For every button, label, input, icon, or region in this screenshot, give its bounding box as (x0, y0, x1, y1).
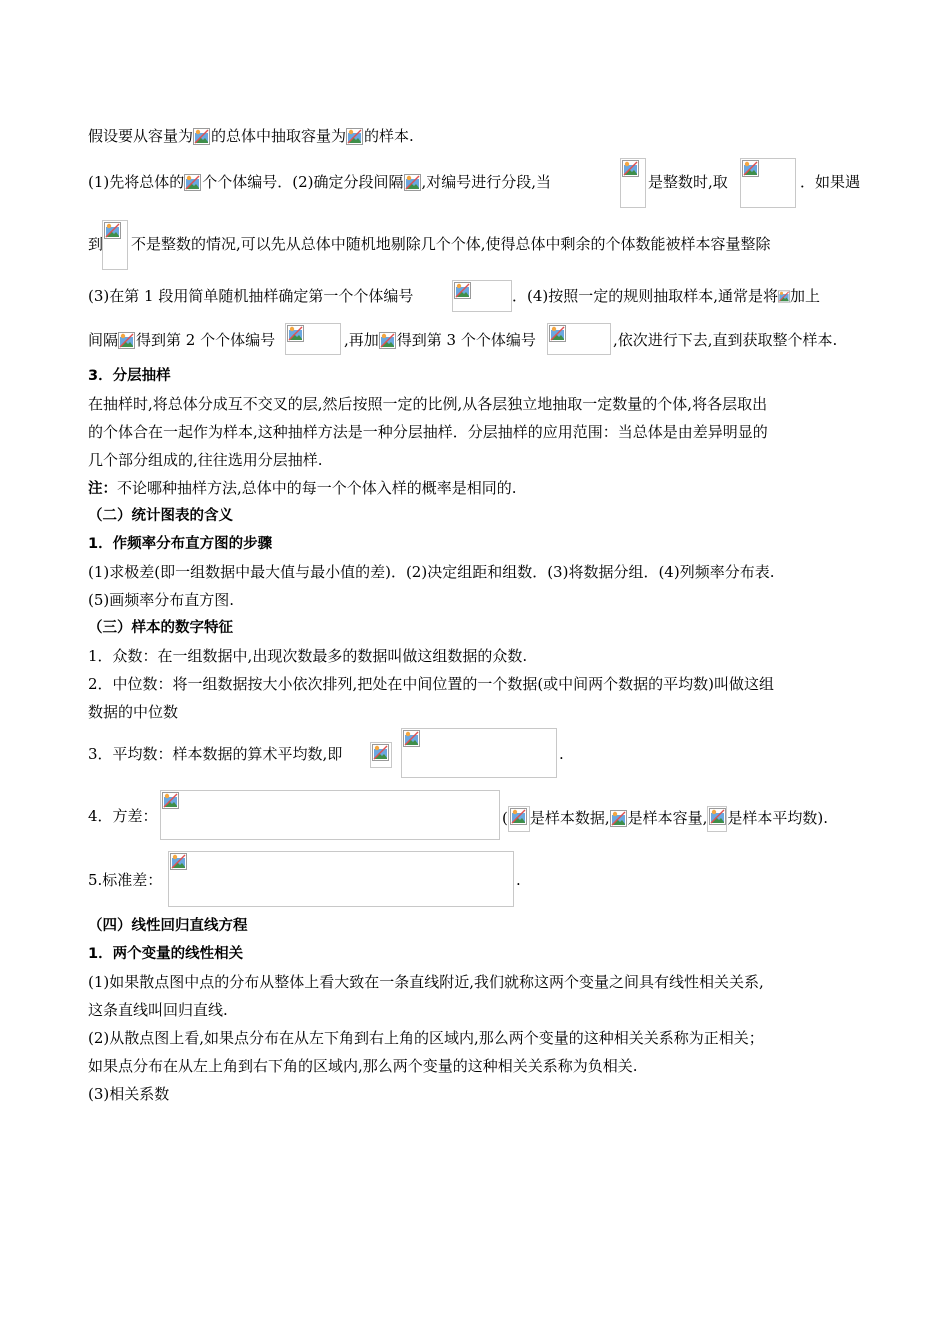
paragraph-line: 如果点分布在从左上角到右下角的区域内,那么两个变量的这种相关关系称为负相关. (88, 1057, 638, 1075)
text-line (344, 330, 536, 350)
text: ,依次进行下去,直到获取整个样本. (613, 331, 838, 349)
broken-image-icon (401, 728, 557, 778)
broken-image-icon (740, 158, 796, 208)
broken-image-icon (168, 851, 514, 907)
broken-image-icon (102, 220, 128, 270)
section-heading: （三）样本的数字特征 (88, 620, 233, 636)
paragraph-line: 2．中位数：将一组数据按大小依次排列,把处在中间位置的一个数据(或中间两个数据的平均数)叫做这组 (88, 675, 775, 693)
text: ．(4)按照一定的规则抽取样本,通常是将 (512, 287, 779, 305)
broken-image-icon (285, 323, 341, 355)
text: 的样本. (364, 127, 414, 145)
broken-image-icon (778, 288, 790, 306)
broken-image-icon (452, 280, 512, 312)
section-heading: （二）统计图表的含义 (88, 508, 233, 524)
paragraph-line: 这条直线叫回归直线. (88, 1001, 228, 1019)
note-text: 不论哪种抽样方法,总体中的每一个个体入样的概率是相同的. (117, 479, 517, 497)
text-line (88, 234, 103, 254)
paragraph-line: (5)画频率分布直方图. (88, 591, 235, 609)
text-line (613, 330, 837, 350)
broken-image-icon (184, 174, 202, 192)
text-line (88, 330, 275, 350)
text: ．如果遇 (800, 173, 861, 191)
broken-image-icon (707, 806, 727, 832)
text: 4．方差： (88, 807, 158, 825)
text: . (559, 745, 564, 763)
text: 3．平均数：样本数据的算术平均数,即 (88, 745, 343, 763)
section-heading: （四）线性回归直线方程 (88, 918, 248, 934)
broken-image-icon (193, 128, 211, 146)
text: 是样本容量, (627, 809, 708, 827)
text: (1)先将总体的 (88, 173, 185, 191)
broken-image-icon (610, 810, 628, 828)
broken-image-icon (404, 174, 422, 192)
broken-image-icon (160, 790, 500, 840)
text: 加上 (790, 287, 821, 305)
text-line (512, 286, 820, 306)
text: 不是整数的情况,可以先从总体中随机地剔除几个个体,使得总体中剩余的个体数能被样本容量整除 (131, 235, 771, 253)
subsection-heading: 1．作频率分布直方图的步骤 (88, 536, 273, 552)
text: 得到第 2 个个体编号 (136, 331, 276, 349)
text: 到 (88, 235, 104, 253)
text: 是样本数据, (529, 809, 610, 827)
text-line (800, 172, 860, 192)
text: ,对编号进行分段,当 (421, 173, 552, 191)
text-line (88, 286, 413, 306)
paragraph-line: 在抽样时,将总体分成互不交叉的层,然后按照一定的比例,从各层独立地抽取一定数量的个体,将各层取出 (88, 395, 768, 413)
paragraph-line: (1)如果散点图中点的分布从整体上看大致在一条直线附近,我们就称这两个变量之间具有线性相关关系, (88, 973, 764, 991)
paragraph-line: 几个部分组成的,往往选用分层抽样. (88, 451, 323, 469)
text-line (88, 172, 551, 192)
broken-image-icon (508, 806, 530, 832)
broken-image-icon (379, 332, 397, 350)
text-line (88, 870, 162, 890)
text: 是样本平均数). (727, 809, 829, 827)
paragraph-line: (2)从散点图上看,如果点分布在从左下角到右上角的区域内,那么两个变量的这种相关关系称为正相关； (88, 1029, 764, 1047)
text: 的总体中抽取容量为 (211, 127, 347, 145)
paragraph-line: 的个体合在一起作为样本,这种抽样方法是一种分层抽样．分层抽样的应用范围：当总体是由差异明显的 (88, 423, 768, 441)
text-line (88, 806, 158, 826)
text: ,再加 (344, 331, 379, 349)
text-line (88, 744, 342, 764)
broken-image-icon (547, 323, 611, 355)
text-line (559, 744, 564, 764)
section-heading: 3．分层抽样 (88, 368, 171, 384)
paragraph-line: (3)相关系数 (88, 1085, 170, 1103)
note (88, 478, 517, 499)
paragraph-line: 1．众数：在一组数据中,出现次数最多的数据叫做这组数据的众数. (88, 647, 528, 665)
text: 个个体编号．(2)确定分段间隔 (202, 173, 404, 191)
text-line (88, 126, 414, 146)
text: 间隔 (88, 331, 119, 349)
text: 假设要从容量为 (88, 127, 194, 145)
broken-image-icon (346, 128, 364, 146)
text: (3)在第 1 段用简单随机抽样确定第一个个体编号 (88, 287, 414, 305)
text: ( (502, 809, 508, 827)
broken-image-icon (620, 158, 646, 208)
text-line (516, 870, 521, 890)
text-line (131, 234, 771, 254)
text-line (648, 172, 728, 192)
subsection-heading: 1．两个变量的线性相关 (88, 946, 244, 962)
paragraph-line: (1)求极差(即一组数据中最大值与最小值的差)．(2)决定组距和组数．(3)将数据分组．(4)列频率分布表. (88, 563, 775, 581)
text: 5.标准差： (88, 871, 163, 889)
paragraph-line: 数据的中位数 (88, 703, 179, 721)
note-label: 注： (88, 481, 117, 497)
text-line (502, 806, 828, 832)
broken-image-icon (118, 332, 136, 350)
text: . (516, 871, 521, 889)
text: 得到第 3 个个体编号 (396, 331, 536, 349)
text: 是整数时,取 (648, 173, 728, 191)
broken-image-icon (370, 742, 392, 768)
